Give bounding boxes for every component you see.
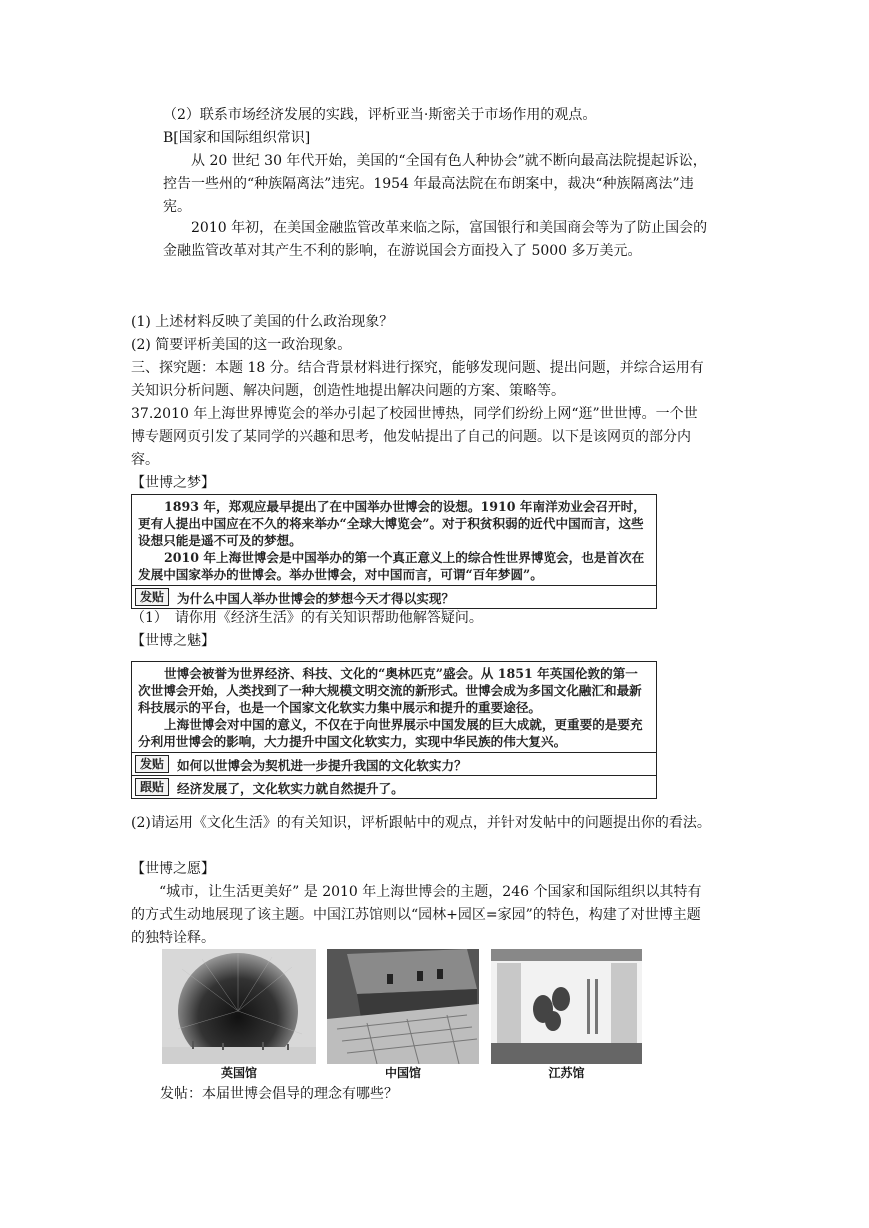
question-b2: (2) 简要评析美国的这一政治现象。 — [131, 337, 352, 353]
heading-wish: 【世博之愿】 — [131, 861, 215, 877]
box1-paragraph-2: 2010 年上海世博会是中国举办的第一个真正意义上的综合性世界博览会，也是首次在发展中国家举办的世博会。举办世博会，对中国而言，可谓“百年梦圆”。 — [138, 550, 645, 582]
question-2: （2）联系市场经济发展的实践，评析亚当·斯密关于市场作用的观点。 — [163, 107, 597, 123]
post-tag: 发贴 — [135, 588, 169, 606]
paragraph-1: 从 20 世纪 30 年代开始，美国的“全国有色人种协会”就不断向最高法院提起诉讼，控告一些州的“种族隔离法”违宪。1954 年最高法院在布朗案中，裁决“种族隔离法”违宪。 — [163, 153, 707, 215]
jiangsu-pavilion-photo — [491, 949, 642, 1064]
reply-tag: 跟贴 — [135, 778, 169, 796]
box2-reply-text: 经济发展了，文化软实力就自然提升了。 — [177, 780, 404, 796]
caption-uk-pavilion: 英国馆 — [220, 1066, 257, 1080]
china-pavilion-photo — [327, 949, 479, 1064]
forum-box-charm — [131, 661, 657, 799]
final-post: 发帖：本届世博会倡导的理念有哪些？ — [160, 1086, 398, 1102]
heading-dream: 【世博之梦】 — [131, 475, 215, 491]
box1-post-row — [132, 585, 656, 608]
box1-paragraph-1: 1893 年，郑观应最早提出了在中国举办世博会的设想。1910 年南洋劝业会召开时，更有人提出中国应在不久的将来举办“全球大博览会”。对于积贫积弱的近代中国而言，这些设想只能是遥不可及的梦想。 — [138, 499, 646, 548]
box1-post-text: 为什么中国人举办世博会的梦想今天才得以实现？ — [177, 590, 455, 606]
caption-jiangsu-pavilion: 江苏馆 — [548, 1066, 585, 1080]
paragraph-3: “城市，让生活更美好” 是 2010 年上海世博会的主题，246 个国家和国际组织以其特有的方式生动地展现了该主题。中国江苏馆则以“园林+园区=家园”的特色，构建了对世博主题的独特诠释。 — [131, 884, 702, 946]
box2-paragraph-1: 世博会被誉为世界经济、科技、文化的“奥林匹克”盛会。从 1851 年英国伦敦的第一次世博会开始，人类找到了一种大规模文明交流的新形式。世博会成为多国文化融汇和最新科技展示的平台，也是一个国家文化软实力集中展示和提升的重要途径。 — [138, 666, 642, 715]
paragraph-2: 2010 年初，在美国金融监管改革来临之际，富国银行和美国商会等为了防止国会的金融监管改革对其产生不利的影响，在游说国会方面投入了 5000 多万美元。 — [163, 220, 708, 259]
question-37-1: （1） 请你用《经济生活》的有关知识帮助他解答疑问。 — [131, 610, 483, 626]
box2-paragraph-2: 上海世博会对中国的意义，不仅在于向世界展示中国发展的巨大成就，更重要的是要充分利用世博会的影响，大力提升中国文化软实力，实现中华民族的伟大复兴。 — [138, 717, 643, 749]
box2-post-row — [132, 752, 656, 775]
forum-box-dream — [131, 494, 657, 609]
question-37-2: (2)请运用《文化生活》的有关知识，评析跟帖中的观点，并针对发帖中的问题提出你的看法。 — [131, 815, 711, 831]
caption-china-pavilion: 中国馆 — [384, 1066, 421, 1080]
post-tag: 发贴 — [135, 755, 169, 773]
box2-reply-row — [132, 775, 656, 798]
section-b-heading: B[国家和国际组织常识] — [163, 130, 311, 146]
question-37: 37.2010 年上海世界博览会的举办引起了校园世博热，同学们纷纷上网“逛”世世博。一个世博专题网页引发了某同学的兴趣和思考，他发帖提出了自己的问题。以下是该网页的部分内容。 — [131, 406, 698, 468]
question-b1: (1) 上述材料反映了美国的什么政治现象？ — [131, 314, 394, 330]
box2-post-text: 如何以世博会为契机进一步提升我国的文化软实力？ — [177, 757, 467, 773]
uk-pavilion-photo — [162, 949, 316, 1064]
part-3-instructions: 三、探究题：本题 18 分。结合背景材料进行探究，能够发现问题、提出问题，并综合运用有关知识分析问题、解决问题，创造性地提出解决问题的方案、策略等。 — [131, 360, 704, 399]
heading-charm: 【世博之魅】 — [131, 633, 215, 649]
